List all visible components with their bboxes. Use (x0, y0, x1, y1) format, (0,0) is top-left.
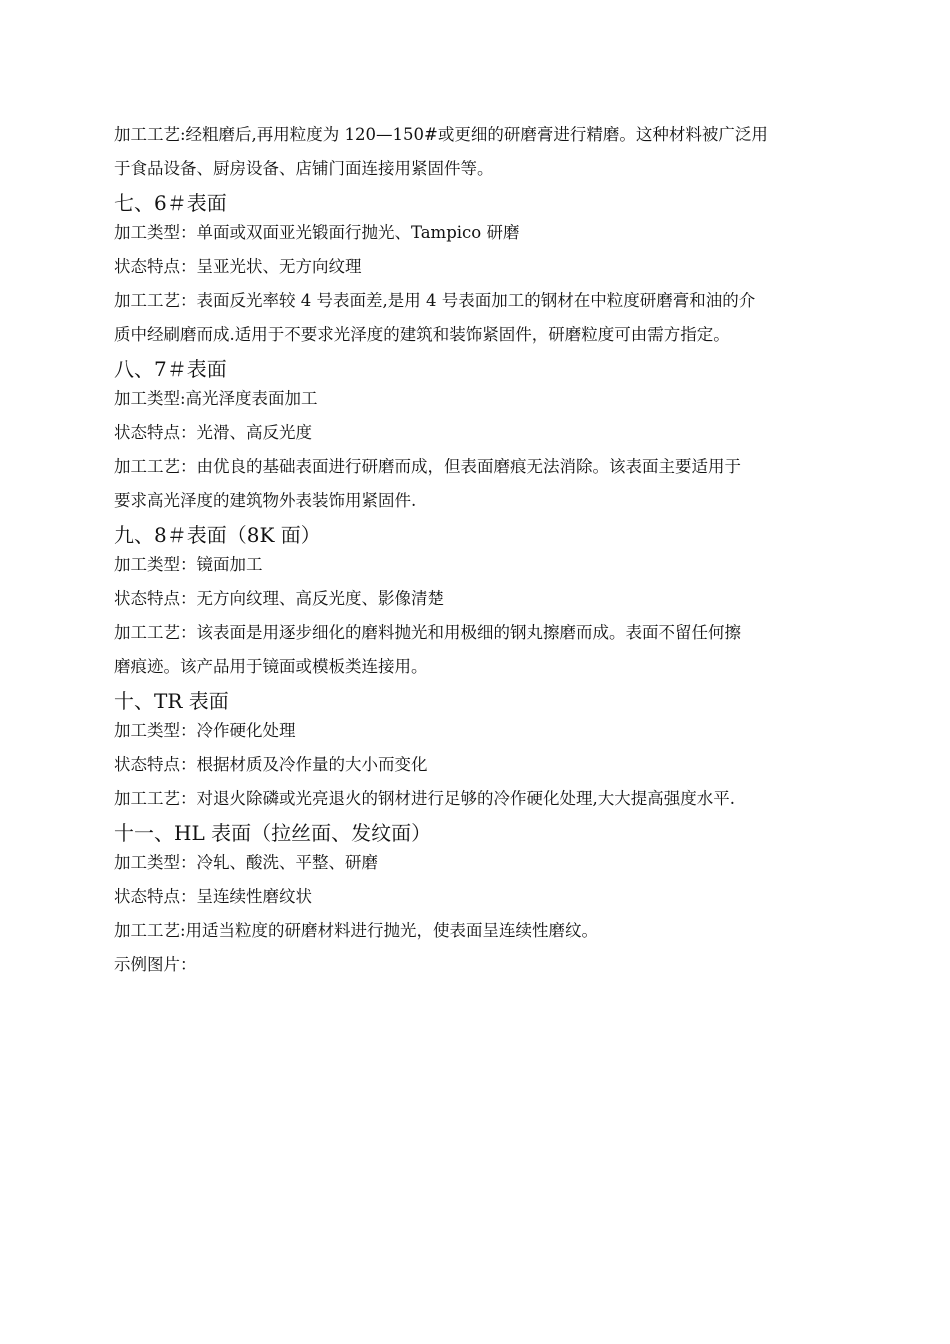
section-heading-9: 九、8＃表面（8K 面） (114, 523, 321, 547)
section-9-process-line2: 磨痕迹。该产品用于镜面或模板类连接用。 (114, 657, 428, 676)
section-heading-11: 十一、HL 表面（拉丝面、发纹面） (114, 821, 432, 845)
intro-process-line1: 加工工艺:经粗磨后,再用粒度为 120—150#或更细的研磨膏进行精磨。这种材料被广泛用 (114, 125, 768, 144)
section-7-process-line2: 质中经刷磨而成.适用于不要求光泽度的建筑和装饰紧固件，研磨粒度可由需方指定。 (114, 325, 730, 344)
section-7-type: 加工类型：单面或双面亚光锻面行抛光、Tampico 研磨 (114, 223, 520, 242)
section-9-state: 状态特点：无方向纹理、高反光度、影像清楚 (114, 589, 444, 608)
section-8-process-line2: 要求高光泽度的建筑物外表装饰用紧固件. (114, 491, 417, 510)
section-7-state: 状态特点：呈亚光状、无方向纹理 (114, 257, 362, 276)
document-body (114, 118, 844, 982)
section-8-process-line1: 加工工艺：由优良的基础表面进行研磨而成，但表面磨痕无法消除。该表面主要适用于 (114, 457, 741, 476)
section-heading-8: 八、7＃表面 (114, 357, 227, 381)
section-7-process-line1: 加工工艺：表面反光率较 4 号表面差,是用 4 号表面加工的钢材在中粒度研磨膏和油的介 (114, 291, 756, 310)
section-11-state: 状态特点：呈连续性磨纹状 (114, 887, 312, 906)
intro-process-line2: 于食品设备、厨房设备、店铺门面连接用紧固件等。 (114, 159, 494, 178)
section-8-type: 加工类型:高光泽度表面加工 (114, 389, 318, 408)
section-9-type: 加工类型：镜面加工 (114, 555, 263, 574)
section-heading-10: 十、TR 表面 (114, 689, 229, 713)
section-heading-7: 七、6＃表面 (114, 191, 227, 215)
example-image-label: 示例图片： (114, 955, 197, 974)
section-8-state: 状态特点：光滑、高反光度 (114, 423, 312, 442)
section-10-process-line1: 加工工艺：对退火除磷或光亮退火的钢材进行足够的冷作硬化处理,大大提高强度水平. (114, 789, 735, 808)
section-10-state: 状态特点：根据材质及冷作量的大小而变化 (114, 755, 428, 774)
section-9-process-line1: 加工工艺：该表面是用逐步细化的磨料抛光和用极细的钢丸擦磨而成。表面不留任何擦 (114, 623, 741, 642)
section-10-type: 加工类型：冷作硬化处理 (114, 721, 296, 740)
section-11-process-line1: 加工工艺:用适当粒度的研磨材料进行抛光，使表面呈连续性磨纹。 (114, 921, 599, 940)
section-11-type: 加工类型：冷轧、酸洗、平整、研磨 (114, 853, 378, 872)
